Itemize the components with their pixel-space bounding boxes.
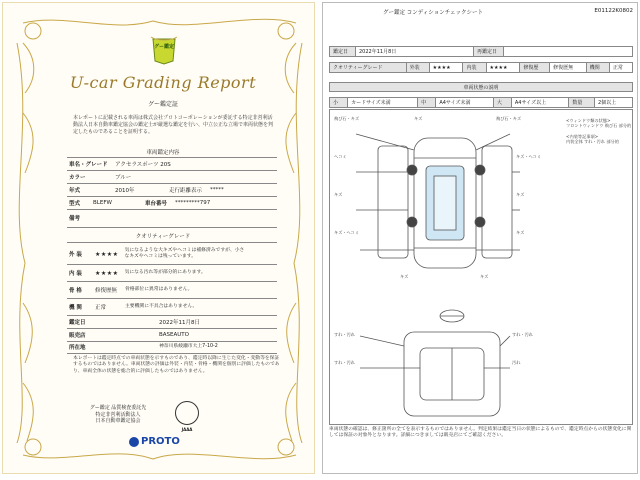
window-notes-text: フロントウィンドウ 飛び石 部分的: [566, 123, 632, 128]
grade-value: アクセラスポーツ 20S: [115, 162, 171, 168]
grade-label: 車名・グレード: [69, 162, 108, 168]
frame-desc: 骨格部位に異常はありません。: [125, 287, 193, 292]
damage-label: キズ: [414, 116, 423, 121]
ext-label: 外装: [406, 63, 429, 73]
damage-label: 汚れ: [512, 360, 521, 365]
grading-certificate: [2, 2, 315, 474]
sheet-title: グー鑑定 コンディションチェックシート: [383, 10, 484, 16]
issuer-block: [83, 405, 153, 425]
divider: [67, 281, 277, 282]
remarks-label: 備考: [69, 216, 81, 222]
scale-cell: A4サイズ以上: [511, 98, 569, 108]
address-row: [69, 342, 218, 352]
scale-cell: カードサイズ未満: [348, 98, 418, 108]
damage-label: キズ・ヘコミ: [516, 154, 542, 159]
issuer-line: 特定非営利活動法人: [95, 411, 141, 418]
ext-value: ★★★★: [429, 63, 463, 73]
mechanism-row: [69, 302, 197, 312]
badge-label: グー鑑定: [153, 44, 174, 50]
interior-notes-title: <内装等記事項>: [566, 134, 599, 139]
certificate-subtitle: グー鑑定証: [147, 101, 178, 108]
interior-label: 内 装: [69, 271, 82, 277]
inspection-date-value: 2022年11月8日: [159, 320, 200, 326]
divider: [67, 242, 277, 243]
divider: [67, 196, 277, 197]
mileage-label: 走行距離表示: [169, 188, 203, 194]
shop-value: BASEAUTO: [159, 332, 189, 338]
mech-value: 正常: [609, 63, 632, 73]
inspection-date-row: [69, 317, 208, 327]
vehicle-damage-diagram: [329, 109, 633, 425]
chassis-label: 車台番号: [145, 201, 168, 207]
frame-row: [69, 285, 192, 295]
remarks-row: [69, 213, 115, 223]
damage-label: すれ・汚れ: [334, 360, 355, 365]
divider: [67, 328, 277, 329]
scale-cell: 大: [493, 98, 511, 108]
proto-mark-icon: [129, 437, 139, 447]
damage-label: キズ: [516, 192, 525, 197]
model-row: [69, 198, 218, 208]
int-label: 内装: [463, 63, 486, 73]
damage-label: キズ: [400, 274, 409, 279]
year-value: 2010年: [115, 188, 135, 194]
damage-label: キズ: [516, 230, 525, 235]
scale-cell: 数量: [569, 98, 595, 108]
exterior-stars: ★★★★: [95, 250, 119, 258]
address-label: 所在地: [69, 345, 86, 351]
damage-scale-table: [329, 97, 633, 108]
year-row: [69, 185, 232, 195]
certificate-footnote: 本レポートは鑑定時点での車両状態を示すものであり、鑑定時以降に生じた変化・変動等を保証するものではありません。車両状態の評価は外装・内装・骨格・機関を個別に評価したものであり、車両全体の状態を総合的に評価したものではありません。: [73, 356, 280, 374]
divider: [67, 170, 277, 171]
issuer-line: グー鑑定 品質検査委託先: [89, 405, 147, 411]
scale-cell: 小: [330, 98, 348, 108]
damage-label: 飛び石・キズ: [334, 116, 360, 121]
next-date-label: 再鑑定日: [474, 47, 504, 57]
divider: [67, 353, 277, 354]
year-label: 年式: [69, 188, 81, 194]
exterior-desc: 気になるような大キズやヘコミは補修済みですが、小さなキズやヘコミは残っています。: [124, 248, 245, 259]
car-outline-diagram: [330, 110, 634, 426]
damage-label: キズ: [480, 274, 489, 279]
exterior-row: [69, 247, 245, 261]
damage-label: キズ・ヘコミ: [334, 230, 360, 235]
condition-check-sheet: [322, 2, 638, 474]
damage-label: すれ・汚れ: [512, 332, 533, 337]
next-date-value: [504, 47, 633, 57]
scale-cell: 中: [418, 98, 436, 108]
damage-label: ヘコミ: [334, 154, 347, 159]
divider: [67, 209, 277, 210]
scale-cell: 2個以上: [595, 98, 633, 108]
damage-label: 飛び石・キズ: [496, 116, 522, 121]
report-title: U-car Grading Report: [69, 73, 257, 92]
frame-label: 修復歴: [520, 63, 550, 73]
certificate-intro: 本レポートに記載される車両は株式会社プロトコーポレーションが委託する特定非営利活動法人日本自動車鑑定協会の鑑定士が厳選な鑑定を行い、中立公正な立場で車両状態を判定したものであることを証明する。: [73, 115, 274, 136]
shop-label: 販売店: [69, 333, 86, 339]
divider: [67, 315, 277, 316]
mileage-value: *****: [210, 187, 224, 193]
damage-label: キズ: [334, 192, 343, 197]
damage-label: すれ・汚れ: [334, 332, 355, 337]
frame-value: 修復歴無: [95, 288, 118, 294]
quality-section-title: クオリティーグレード: [135, 234, 191, 240]
divider: [67, 298, 277, 299]
proto-logo: [129, 436, 189, 447]
scale-cell: A4サイズ未満: [436, 98, 494, 108]
shop-row: [69, 330, 197, 340]
address-value: 神奈川県綾瀬市大上7-10-2: [159, 344, 218, 349]
inspection-date-label: 鑑定日: [69, 320, 86, 326]
model-value: BLEFW: [93, 200, 112, 206]
quality-table: [329, 62, 633, 73]
mech-label: 機関: [586, 63, 609, 73]
divider: [67, 183, 277, 184]
divider: [67, 264, 277, 265]
damage-section-title: 車両状態の説明: [329, 82, 633, 92]
divider: [67, 157, 277, 158]
mechanism-label: 機 関: [69, 305, 82, 311]
jaaa-logo-icon: [175, 401, 199, 425]
color-row: [69, 172, 139, 182]
mechanism-value: 正常: [95, 305, 107, 311]
frame-value: 修復歴無: [550, 63, 587, 73]
color-label: カラー: [69, 175, 86, 181]
interior-notes-text: 内装全体 すれ・汚れ 部分的: [566, 139, 619, 144]
date-value: 2022年11月8日: [356, 47, 474, 57]
exterior-label: 外 装: [69, 252, 82, 258]
chassis-value: *********797: [175, 200, 211, 206]
int-value: ★★★★: [486, 63, 520, 73]
window-notes: [566, 118, 632, 144]
date-table: [329, 46, 633, 57]
model-label: 型式: [69, 201, 81, 207]
window-notes-title: <ウィンドウ類の状態>: [566, 118, 611, 123]
grade-row: [69, 159, 179, 169]
qg-label: クオリティーグレード: [330, 63, 407, 73]
interior-desc: 気になる汚れ等が部分的にあります。: [124, 270, 206, 275]
interior-row: [69, 268, 206, 278]
jaaa-label: JAAA: [181, 427, 193, 432]
mechanism-desc: 主要機関に不具合はありません。: [125, 304, 198, 309]
issuer-line: 日本自動車鑑定協会: [95, 418, 141, 425]
interior-stars: ★★★★: [95, 269, 119, 277]
color-value: ブルー: [115, 175, 132, 181]
date-label: 鑑定日: [330, 47, 356, 57]
sheet-id: E01122K0802: [594, 8, 633, 14]
divider: [67, 227, 277, 228]
vehicle-section-title: 車両鑑定内容: [146, 150, 180, 156]
sheet-footnote: 車両状態の確認は、修正箇所の全てを表示するものではありません。判定結果は鑑定当日の状態によるもので、鑑定時点からの状態変化に関しては保証の対象外となります。詳細につきましては販売店にてご確認ください。: [329, 427, 632, 439]
frame-label: 骨 格: [69, 288, 82, 294]
proto-text: PROTO: [141, 436, 180, 447]
